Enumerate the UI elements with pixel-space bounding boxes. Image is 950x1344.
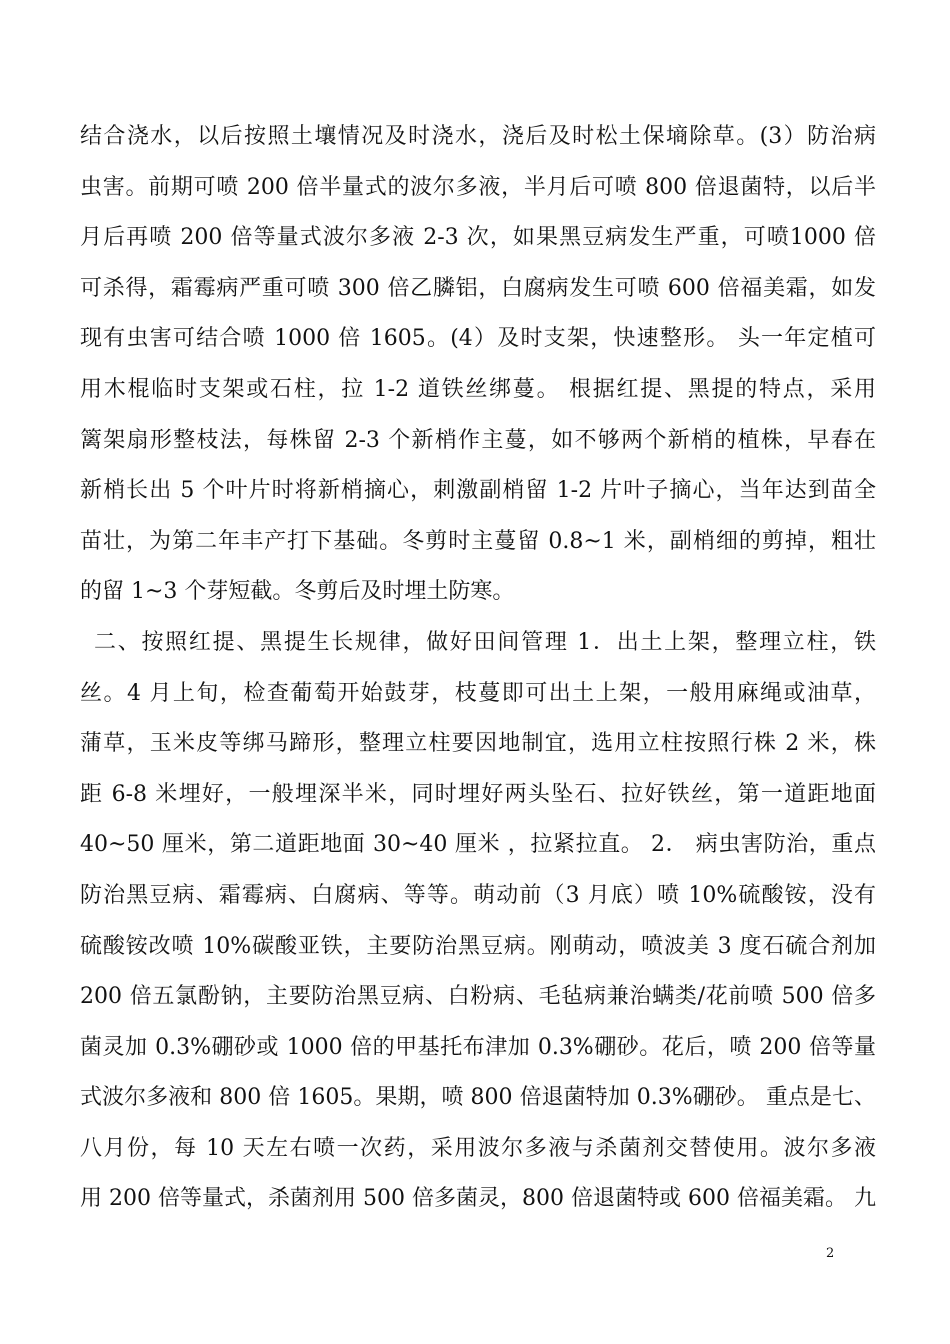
text-line-3: 月后再喷 200 倍等量式波尔多液 2-3 次，如果黑豆病发生严重，可喷1000 倍 <box>80 225 876 251</box>
text-line-4: 可杀得，霜霉病严重可喷 300 倍乙膦铝，白腐病发生可喷 600 倍福美霜，如发 <box>80 275 876 301</box>
text-line-20: 式波尔多液和 800 倍 1605。果期，喷 800 倍退菌特加 0.3%硼砂。 重点是七、 <box>80 1085 876 1111</box>
text-line-18: 200 倍五氯酚钠，主要防治黑豆病、白粉病、毛毡病兼治螨类/花前喷 500 倍多 <box>80 984 876 1010</box>
text-line-19: 菌灵加 0.3%硼砂或 1000 倍的甲基托布津加 0.3%硼砂。花后，喷 200 倍等量 <box>80 1034 876 1060</box>
text-line-1: 结合浇水，以后按照土壤情况及时浇水，浇后及时松土保墒除草。(3）防治病 <box>80 124 876 149</box>
text-line-22: 用 200 倍等量式，杀菌剂用 500 倍多菌灵，800 倍退菌特或 600 倍福美霜。 九 <box>80 1186 876 1212</box>
text-line-9: 苗壮，为第二年丰产打下基础。冬剪时主蔓留 0.8~1 米，副梢细的剪掉，粗壮 <box>80 528 876 554</box>
text-line-2: 虫害。前期可喷 200 倍半量式的波尔多液，半月后可喷 800 倍退菌特，以后半 <box>80 174 876 200</box>
text-line-7: 篱架扇形整枝法，每株留 2-3 个新梢作主蔓，如不够两个新梢的植株，早春在 <box>80 427 876 453</box>
text-line-13: 蒲草，玉米皮等绑马蹄形，整理立柱要因地制宜，选用立柱按照行株 2 米，株 <box>80 731 876 757</box>
text-line-8: 新梢长出 5 个叶片时将新梢摘心，刺激副梢留 1-2 片叶子摘心，当年达到苗全 <box>80 478 876 504</box>
text-line-17: 硫酸铵改喷 10%碳酸亚铁，主要防治黑豆病。刚萌动，喷波美 3 度石硫合剂加 <box>80 933 876 959</box>
text-line-15: 40~50 厘米，第二道距地面 30~40 厘米 ，拉紧拉直。 2． 病虫害防治，重点 <box>80 832 876 858</box>
text-line-12: 丝。4 月上旬，检查葡萄开始鼓芽，枝蔓即可出土上架，一般用麻绳或油草， <box>80 680 876 706</box>
text-line-11: 二、按照红提、黑提生长规律，做好田间管理 1．出土上架，整理立柱，铁 <box>94 629 876 655</box>
text-line-14: 距 6-8 米埋好，一般埋深半米，同时埋好两头坠石、拉好铁丝，第一道距地面 <box>80 781 876 807</box>
text-line-21: 八月份，每 10 天左右喷一次药，采用波尔多液与杀菌剂交替使用。波尔多液 <box>80 1135 876 1161</box>
text-line-6: 用木棍临时支架或石柱，拉 1-2 道铁丝绑蔓。 根据红提、黑提的特点，采用 <box>80 376 876 402</box>
text-line-5: 现有虫害可结合喷 1000 倍 1605。(4）及时支架，快速整形。 头一年定植可 <box>80 326 876 352</box>
page-number: 2 <box>826 1246 835 1261</box>
text-line-16: 防治黑豆病、霜霉病、白腐病、等等。萌动前（3 月底）喷 10%硫酸铵，没有 <box>80 882 876 908</box>
body-text <box>80 112 876 1225</box>
text-line-10: 的留 1~3 个芽短截。冬剪后及时埋土防寒。 <box>80 579 515 605</box>
